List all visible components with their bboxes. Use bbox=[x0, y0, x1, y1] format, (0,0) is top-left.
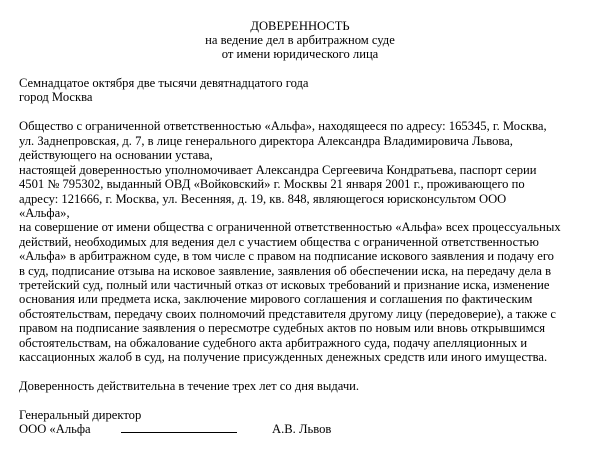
body-line: 4501 № 795302, выданный ОВД «Войковский» г. Москвы 21 января 2001 г., проживающего по bbox=[19, 177, 525, 191]
body-line: адресу: 121666, г. Москва, ул. Весенняя, д. 19, кв. 848, являющегося юрисконсультом ООО bbox=[19, 192, 507, 206]
body-line: третейский суд, полный или частичный отказ от исковых требований и признание иска, изменение bbox=[19, 278, 550, 292]
document-date: Семнадцатое октября две тысячи девятнадцатого года bbox=[19, 76, 309, 90]
body-line: «Альфа», bbox=[19, 206, 70, 220]
signer-position: Генеральный директор bbox=[19, 408, 142, 422]
body-line: действующего на основании устава, bbox=[19, 148, 213, 162]
body-line: «Альфа» в арбитражном суде, в том числе с правом на подписание искового заявления и подачу его bbox=[19, 249, 554, 263]
body-line: на совершение от имени общества с ограниченной ответственностью «Альфа» всех процессуальных bbox=[19, 220, 561, 234]
body-line: правом на подписание заявления о пересмотре судебных актов по новым или вновь открывшимся bbox=[19, 321, 546, 335]
body-line: Общество с ограниченной ответственностью «Альфа», находящееся по адресу: 165345, г. Москва, bbox=[19, 119, 547, 133]
document-city: город Москва bbox=[19, 90, 93, 104]
document-title: ДОВЕРЕННОСТЬ bbox=[250, 19, 350, 33]
body-line: обстоятельствам, передачу своих полномочий представителя другому лицу (передоверие), а также с bbox=[19, 307, 557, 321]
signer-company: ООО «Альфа bbox=[19, 422, 91, 436]
body-line: обстоятельствам, на обжалование судебного акта арбитражного суда, подачу апелляционных и bbox=[19, 336, 528, 350]
body-line: основания или предмета иска, заключение мирового соглашения и соглашения по фактическим bbox=[19, 292, 533, 306]
document-subtitle: на ведение дел в арбитражном суде bbox=[205, 33, 395, 47]
signer-name: А.В. Львов bbox=[272, 422, 332, 436]
body-line: настоящей доверенностью уполномочивает Александра Сергеевича Кондратьева, паспорт серии bbox=[19, 163, 537, 177]
document-subtitle-2: от имени юридического лица bbox=[221, 47, 379, 61]
body-line: в суд, подписание отзыва на исковое заявление, заявления об обеспечении иска, на передачу дела в bbox=[19, 264, 552, 278]
validity-statement: Доверенность действительна в течение трех лет со дня выдачи. bbox=[19, 379, 360, 393]
body-line: действий, необходимых для ведения дел с участием общества с ограниченной ответственностью bbox=[19, 235, 539, 249]
body-line: кассационных жалоб в суд, на получение присужденных денежных средств или иного имущества. bbox=[19, 350, 548, 364]
signature-line bbox=[121, 432, 237, 433]
body-line: ул. Заднепровская, д. 7, в лице генерального директора Александра Владимировича Львова, bbox=[19, 134, 513, 148]
